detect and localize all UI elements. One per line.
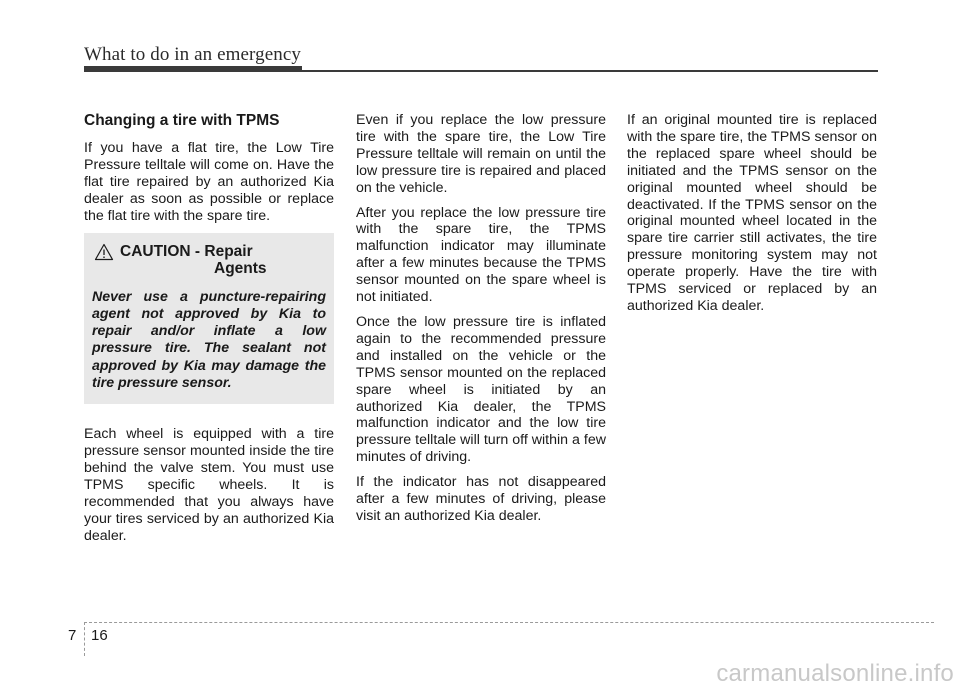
column-3 xyxy=(627,112,877,323)
watermark: carmanualsonline.info xyxy=(716,660,954,687)
caution-title-line2: Agents xyxy=(214,259,267,277)
paragraph-visit-dealer: If the indicator has not disappeared after a few minutes of driving, please visit an authorized Kia dealer. xyxy=(356,474,606,524)
chapter-number: 7 xyxy=(68,627,77,644)
warning-triangle-icon xyxy=(94,243,114,261)
paragraph-original-tire: If an original mounted tire is replaced with the spare tire, the TPMS sensor on the replaced spare wheel should be initiated and the TPMS sensor on the original mounted wheel should be deactivated. If the TPMS sensor on the original mounted wheel located in the spare tire carrier still activates, the tire pressure monitoring system may not operate properly. Have the tire with TPMS serviced or replaced by an authorized Kia dealer. xyxy=(627,112,877,314)
section-heading: Changing a tire with TPMS xyxy=(84,112,280,129)
caution-header xyxy=(92,243,326,277)
caution-body: Never use a puncture-repairing agent not approved by Kia to repair and/or inflate a low pressure tire. The sealant not approved by Kia may damage the tire pressure sensor. xyxy=(92,288,326,392)
page-number: 16 xyxy=(91,627,108,644)
intro-paragraph: If you have a flat tire, the Low Tire Pressure telltale will come on. Have the flat tire repaired by an authorized Kia dealer as soon as possible or replace the flat tire with the spare tire. xyxy=(84,140,334,224)
header-rule xyxy=(84,70,878,72)
page-header-title: What to do in an emergency xyxy=(84,44,301,65)
footer-divider xyxy=(84,622,85,656)
paragraph-inflated-again: Once the low pressure tire is inflated again to the recommended pressure and installed on the vehicle or the TPMS sensor mounted on the replaced spare wheel is initiated by an authorized Kia dealer, the TPMS malfunction indicator and the low tire pressure telltale will turn off within a few minutes of driving. xyxy=(356,313,606,466)
paragraph-malfunction-indicator: After you replace the low pressure tire with the spare tire, the TPMS malfunction indicator may illuminate after a few minutes because the TPMS sensor mounted on the spare wheel is not initiated. xyxy=(356,204,606,306)
column-2 xyxy=(356,112,606,533)
caution-box xyxy=(84,233,334,405)
caution-title xyxy=(120,243,267,277)
paragraph-spare-telltale: Even if you replace the low pressure tire with the spare tire, the Low Tire Pressure telltale will remain on until the low pressure tire is repaired and placed on the vehicle. xyxy=(356,112,606,196)
wheel-sensor-paragraph: Each wheel is equipped with a tire pressure sensor mounted inside the tire behind the valve stem. You must use TPMS specific wheels. It is recommended that you always have your tires serviced by an authorized Kia dealer. xyxy=(84,426,334,544)
footer-dashed-rule xyxy=(84,622,934,623)
column-1 xyxy=(84,112,334,553)
caution-title-line1: CAUTION - Repair xyxy=(120,242,253,260)
